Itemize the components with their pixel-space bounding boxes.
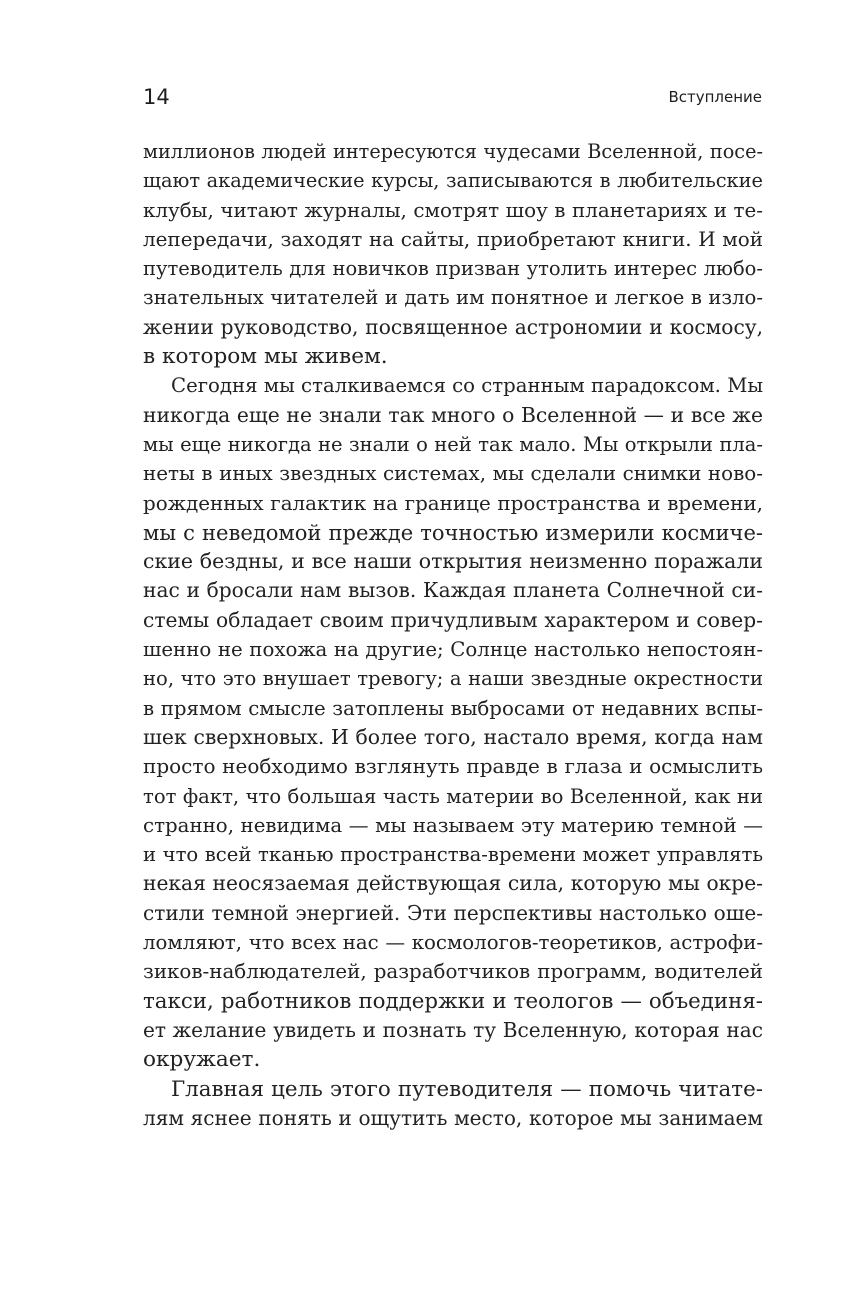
text-line: окружает.: [143, 1047, 261, 1073]
text-line: и что всей тканью пространства-времени может управлять: [143, 843, 763, 867]
text-line: неты в иных звездных системах, мы сделали снимки ново-: [143, 462, 763, 486]
text-line: некая неосязаемая действующая сила, которую мы окре-: [143, 871, 763, 896]
page-number: 14: [143, 85, 170, 109]
text-line: шек сверхновых. И более того, настало время, когда нам: [143, 724, 763, 749]
text-line: нас и бросали нам вызов. Каждая планета Солнечной си-: [143, 578, 763, 603]
text-line: жении руководство, посвященное астрономии и космосу,: [143, 314, 763, 339]
text-line: в прямом смысле затоплены выбросами от недавних вспы-: [143, 696, 763, 720]
text-line: ет желание увидеть и познать ту Вселенную, которая нас: [143, 1017, 763, 1042]
paragraph-start-line: Сегодня мы сталкиваемся со странным парадоксом. Мы: [171, 374, 764, 398]
text-line: ские бездны, и все наши открытия неизменно поражали: [143, 549, 763, 574]
text-line: знательных читателей и дать им понятное и легкое в изло-: [143, 286, 763, 310]
text-line: просто необходимо взглянуть правде в глаза и осмыслить: [143, 754, 763, 779]
text-line: щают академические курсы, записываются в любительские: [143, 169, 763, 193]
text-line: миллионов людей интересуются чудесами Вселенной, посе-: [143, 140, 763, 163]
text-line: стили темной энергией. Эти перспективы настолько оше-: [143, 900, 763, 925]
text-line: в котором мы живем.: [143, 344, 388, 370]
text-line: мы с неведомой прежде точностью измерили космиче-: [143, 519, 763, 545]
text-line: такси, работников поддержки и теологов — объединя-: [143, 988, 763, 1014]
text-line: мы еще никогда не знали о ней так мало. Мы открыли пла-: [143, 432, 763, 456]
text-line: клубы, читают журналы, смотрят шоу в планетариях и те-: [143, 198, 763, 222]
text-line: зиков-наблюдателей, разработчиков программ, водителей: [143, 960, 763, 984]
text-line: ломляют, что всех нас — космологов-теоретиков, астрофи-: [143, 931, 763, 955]
text-line: шенно не похожа на другие; Солнце настолько непостоян-: [143, 638, 763, 662]
text-line: стемы обладает своим причудливым характером и совер-: [143, 607, 763, 632]
body-text: [143, 137, 763, 1133]
text-line: лям яснее понять и ощутить место, которое мы занимаем: [143, 1105, 763, 1130]
text-line: никогда еще не знали так много о Вселенной — и все же: [143, 402, 763, 427]
text-line: но, что это внушает тревогу; а наши звездные окрестности: [143, 667, 763, 691]
text-line: лепередачи, заходят на сайты, приобретают книги. И мой: [143, 227, 763, 251]
text-line: путеводитель для новичков призван утолить интерес любо-: [143, 257, 763, 281]
text-line: тот факт, что большая часть материи во Вселенной, как ни: [143, 784, 763, 808]
text-line: странно, невидима — мы называем эту материю темной —: [143, 813, 763, 837]
paragraph-start-line: Главная цель этого путеводителя — помочь читате-: [171, 1076, 763, 1102]
text-line: рожденных галактик на границе пространства и времени,: [143, 491, 763, 515]
running-head-title: Вступление: [668, 88, 762, 106]
